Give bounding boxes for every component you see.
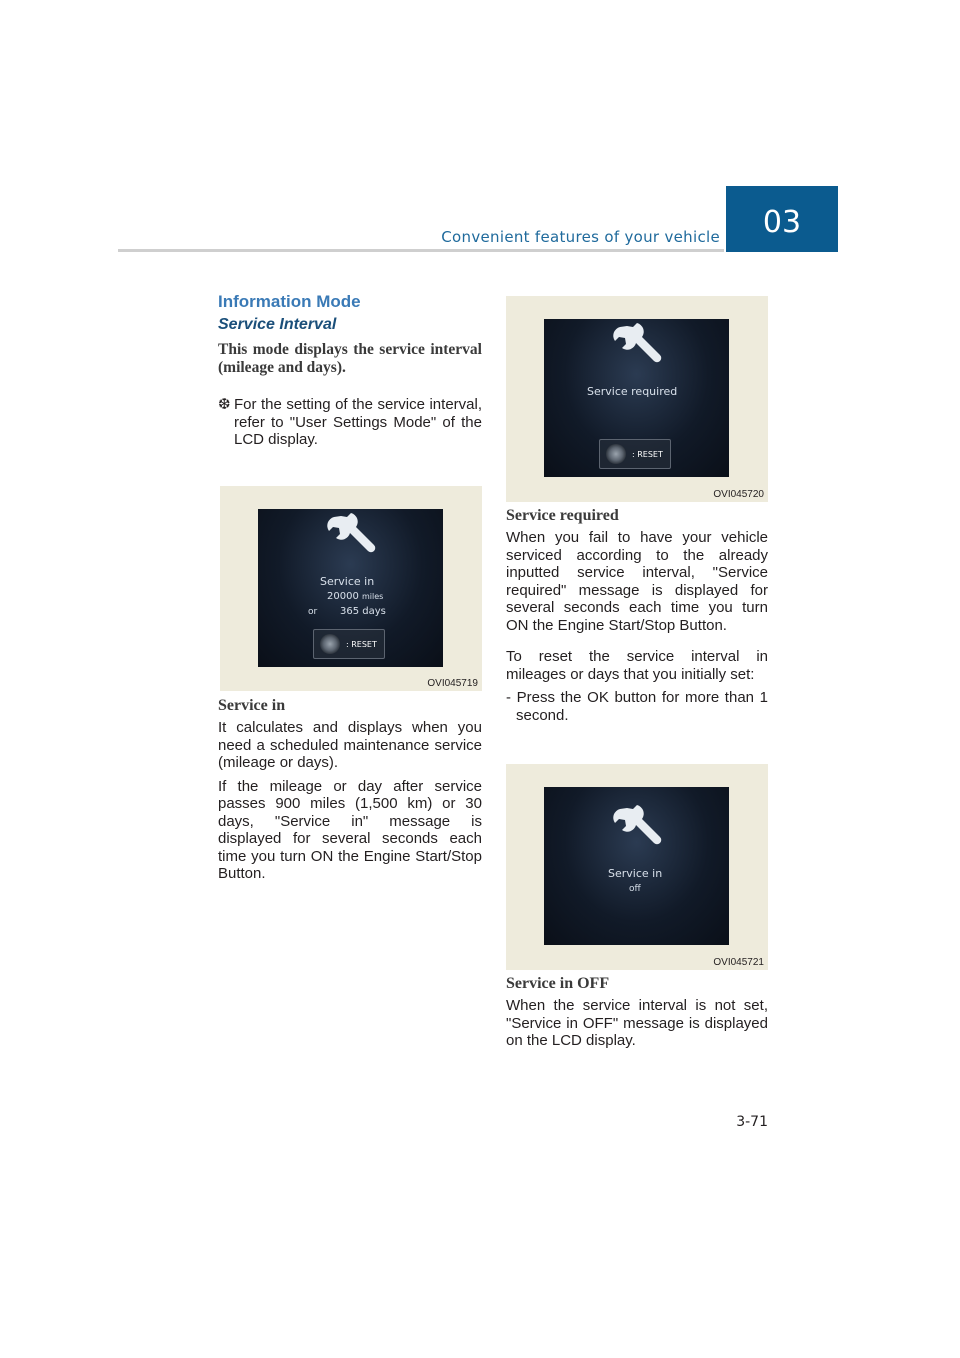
subsection-title: Service Interval — [218, 316, 337, 333]
lcd-screen — [258, 509, 443, 667]
paragraph: If the mileage or day after service passes 900 miles (1,500 km) or 30 days, "Service in" message is displayed for several seconds each time you turn ON the Engine Start/Stop Button. — [218, 777, 482, 882]
screen-line1: Service in — [320, 575, 375, 588]
service-required-text — [506, 529, 768, 730]
note-text: For the setting of the service interval, refer to "User Settings Mode" of the LCD display. — [234, 396, 482, 448]
reset-indicator — [313, 629, 385, 659]
intro-text: This mode displays the service interval (mileage and days). — [218, 341, 482, 376]
figure-code: OVI045719 — [427, 678, 478, 689]
service-in-text — [218, 719, 482, 889]
lcd-screen — [544, 787, 729, 945]
figure-code: OVI045720 — [713, 489, 764, 500]
screen-days: 365 days — [340, 606, 386, 617]
note-symbol: ❆ — [218, 396, 231, 413]
reset-indicator — [599, 439, 671, 469]
list-item: - Press the OK button for more than 1 second. — [506, 689, 768, 724]
screen-or: or — [308, 607, 318, 617]
chapter-number: 03 — [762, 204, 802, 240]
page-number: 3-71 — [736, 1114, 768, 1130]
wrench-icon — [610, 323, 662, 375]
screen-miles — [327, 591, 383, 602]
service-in-title: Service in — [218, 697, 286, 714]
chapter-number-tab — [726, 186, 838, 252]
figure-service-off — [506, 764, 768, 970]
service-required-title: Service required — [506, 507, 619, 524]
figure-service-in — [220, 486, 482, 691]
service-off-title: Service in OFF — [506, 975, 610, 992]
note — [218, 396, 482, 449]
reset-knob-icon — [320, 634, 340, 654]
screen-line1: Service required — [587, 385, 678, 398]
wrench-icon — [324, 513, 376, 565]
screen-line2: off — [629, 884, 641, 894]
service-off-text — [506, 997, 768, 1056]
reset-label: : RESET — [346, 639, 377, 649]
reset-label: : RESET — [632, 449, 663, 459]
paragraph: When the service interval is not set, "Service in OFF" message is displayed on the LCD display. — [506, 997, 768, 1049]
screen-line1: Service in — [608, 867, 663, 880]
header-divider — [118, 249, 724, 252]
lcd-screen — [544, 319, 729, 477]
reset-knob-icon — [606, 444, 626, 464]
paragraph: When you fail to have your vehicle serviced according to the already inputted service interval, "Service required" message is displayed for several seconds each time you turn ON the Engine Start/Stop Button. — [506, 529, 768, 634]
miles-value: 20000 — [327, 591, 359, 602]
figure-service-required — [506, 296, 768, 502]
paragraph: To reset the service interval in mileages or days that you initially set: — [506, 648, 768, 683]
figure-code: OVI045721 — [713, 957, 764, 968]
miles-unit: miles — [362, 592, 384, 601]
chapter-title: Convenient features of your vehicle — [441, 228, 720, 246]
paragraph: It calculates and displays when you need a scheduled maintenance service (mileage or days). — [218, 719, 482, 771]
section-title: Information Mode — [218, 292, 361, 311]
wrench-icon — [610, 805, 662, 857]
